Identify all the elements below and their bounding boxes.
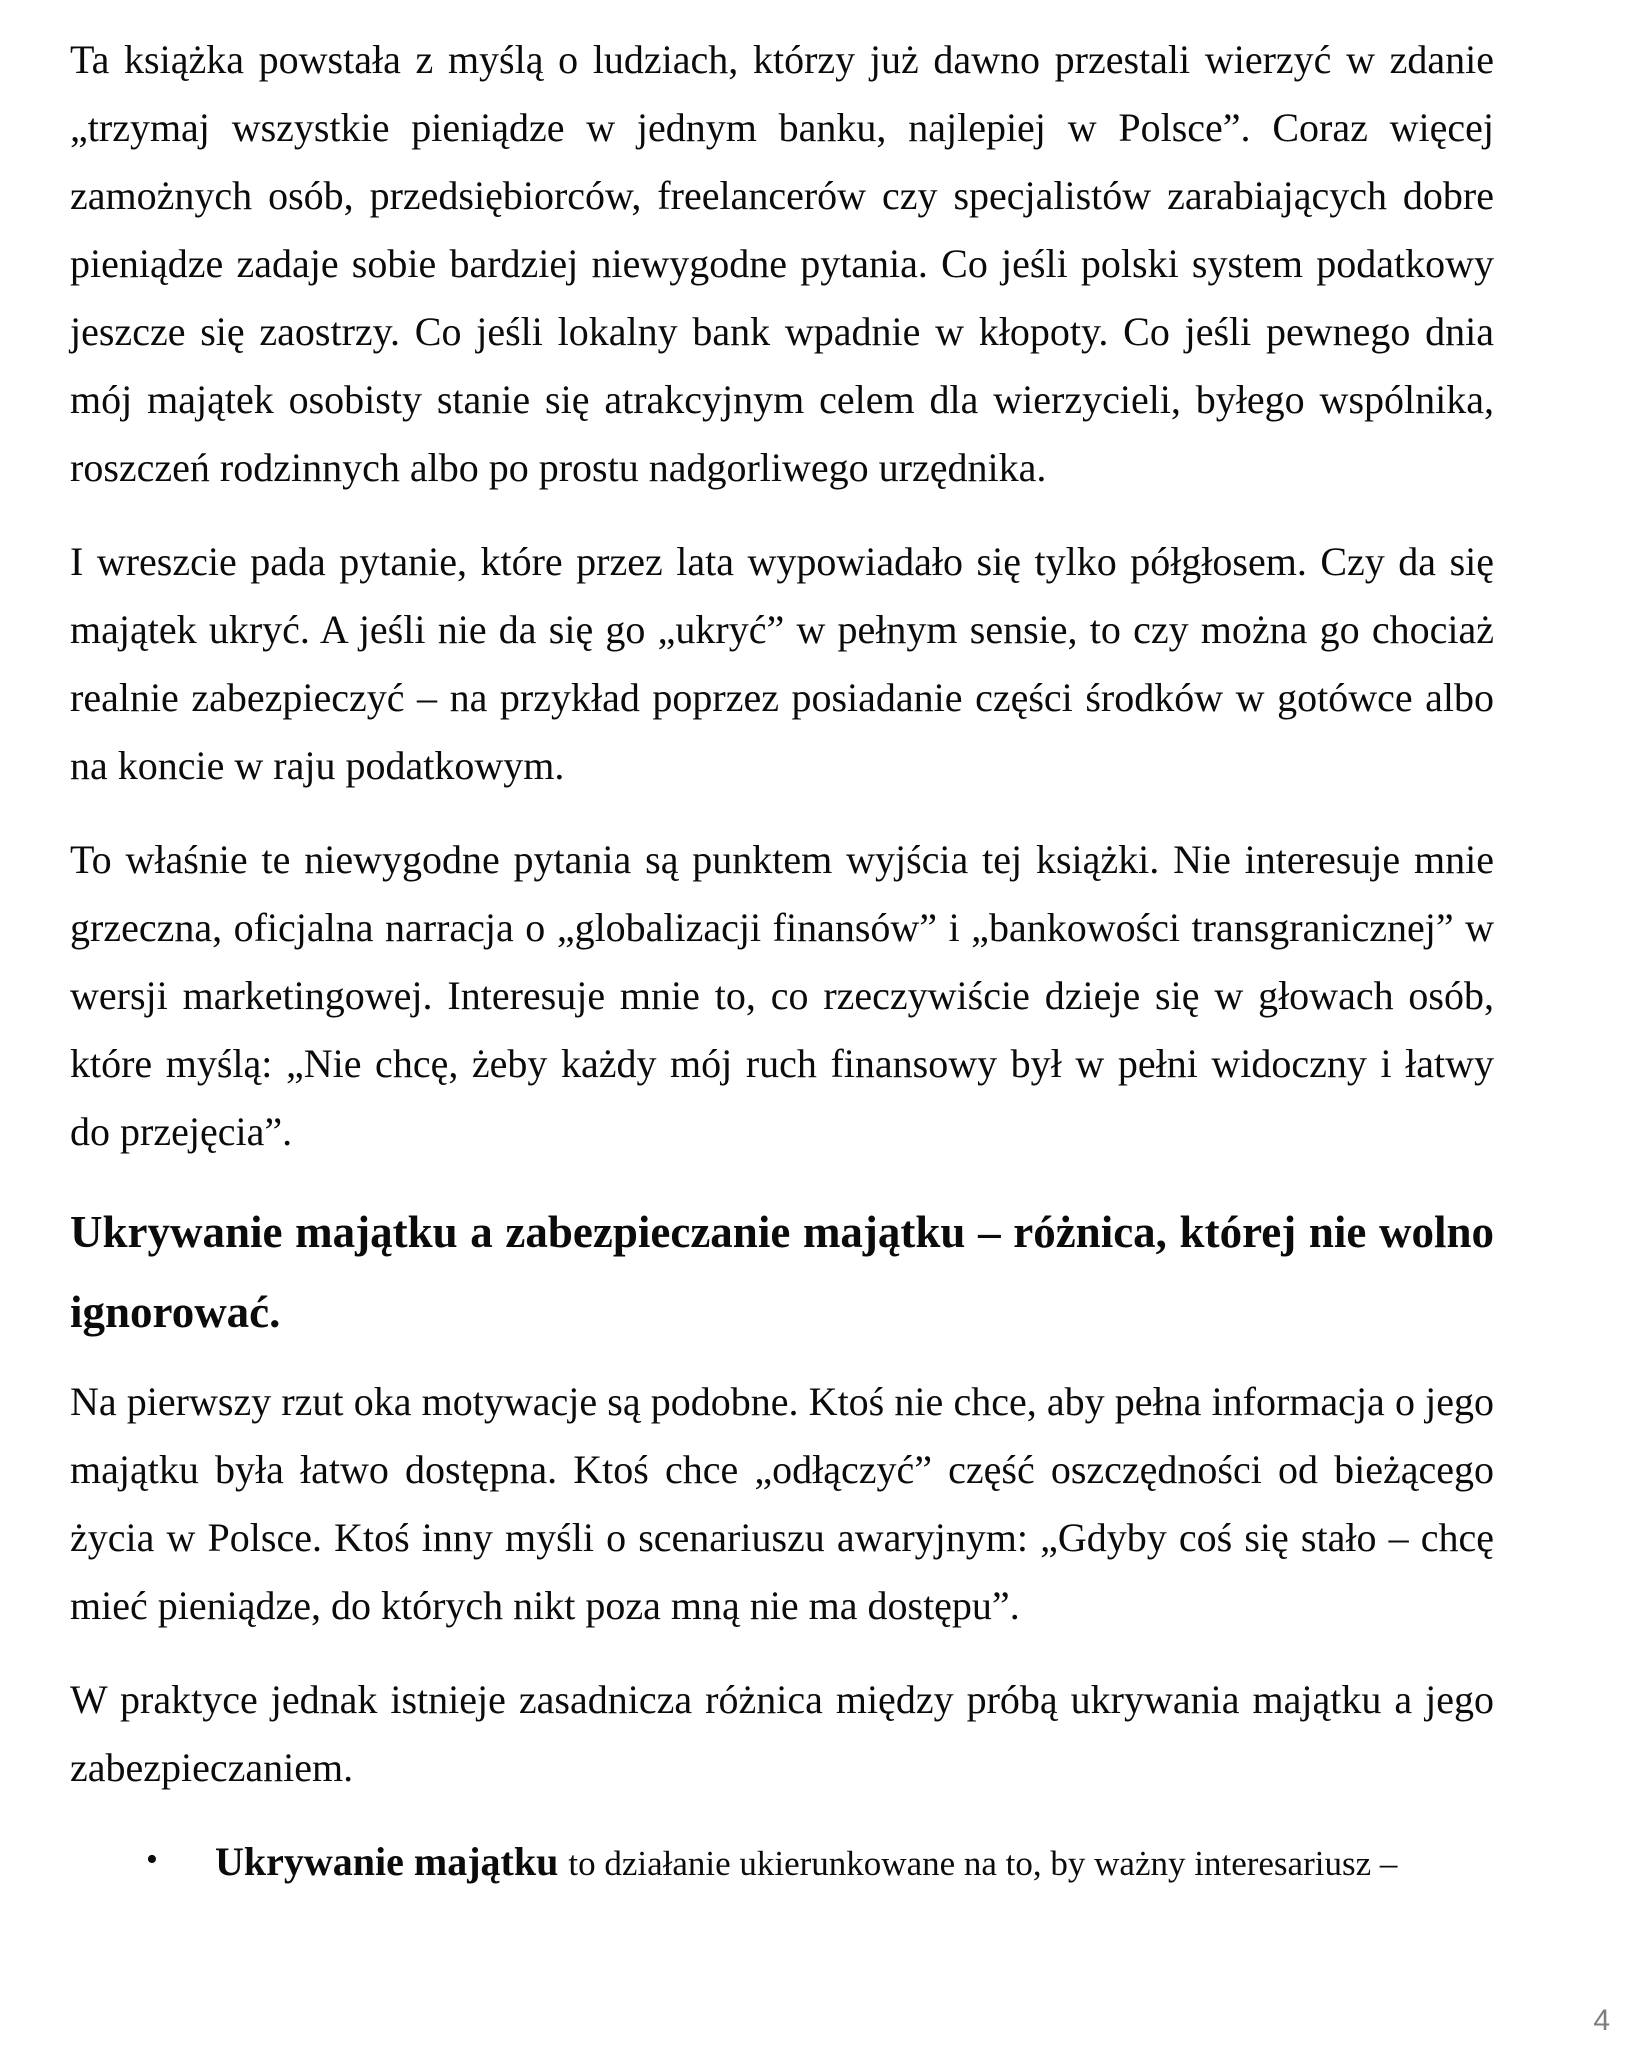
paragraph-motivations: Na pierwszy rzut oka motywacje są podobne. Ktoś nie chce, aby pełna informacja o jego majątku była łatwo dostępna. Ktoś chce „odłączyć” część oszczędności od bieżącego życia w Polsce. Ktoś inny myśli o scenariuszu awaryjnym: „Gdyby coś się stało – chcę mieć pieniądze, do których nikt poza mną nie ma dostępu”.	[70, 1379, 1494, 1628]
paragraph-intro: Ta książka powstała z myślą o ludziach, którzy już dawno przestali wierzyć w zdanie „trzymaj wszystkie pieniądze w jednym banku, najlepiej w Polsce”. Coraz więcej zamożnych osób, przedsiębiorców, freelancerów czy specjalistów zarabiających dobre pieniądze zadaje sobie bardziej niewygodne pytania. Co jeśli polski system podatkowy jeszcze się zaostrzy. Co jeśli lokalny bank wpadnie w kłopoty. Co jeśli pewnego dnia mój majątek osobisty stanie się atrakcyjnym celem dla wierzycieli, byłego wspólnika, roszczeń rodzinnych albo po prostu nadgorliwego urzędnika.	[70, 37, 1494, 490]
paragraph-difference: W praktyce jednak istnieje zasadnicza różnica między próbą ukrywania majątku a jego zabezpieczaniem.	[70, 1677, 1494, 1790]
page-number: 4	[1593, 2004, 1610, 2037]
bullet-lead-bold: Ukrywanie majątku	[215, 1839, 559, 1884]
bullet-continuation-text: to działanie ukierunkowane na to, by ważny interesariusz –	[568, 1844, 1398, 1883]
paragraph-book-premise: To właśnie te niewygodne pytania są punktem wyjścia tej książki. Nie interesuje mnie grzeczna, oficjalna narracja o „globalizacji finansów” i „bankowości transgranicznej” w wersji marketingowej. Interesuje mnie to, co rzeczywiście dzieje się w głowach osób, które myślą: „Nie chcę, żeby każdy mój ruch finansowy był w pełni widoczny i łatwy do przejęcia”.	[70, 837, 1494, 1154]
bullet-icon: •	[146, 1841, 158, 1878]
page-content	[70, 26, 1494, 1898]
section-heading: Ukrywanie majątku a zabezpieczanie majątku – różnica, której nie wolno ignorować.	[70, 1207, 1494, 1337]
list-item	[70, 1828, 1494, 1898]
paragraph-question: I wreszcie pada pytanie, które przez lata wypowiadało się tylko półgłosem. Czy da się majątek ukryć. A jeśli nie da się go „ukryć” w pełnym sensie, to czy można go chociaż realnie zabezpieczyć – na przykład poprzez posiadanie części środków w gotówce albo na koncie w raju podatkowym.	[70, 539, 1494, 788]
